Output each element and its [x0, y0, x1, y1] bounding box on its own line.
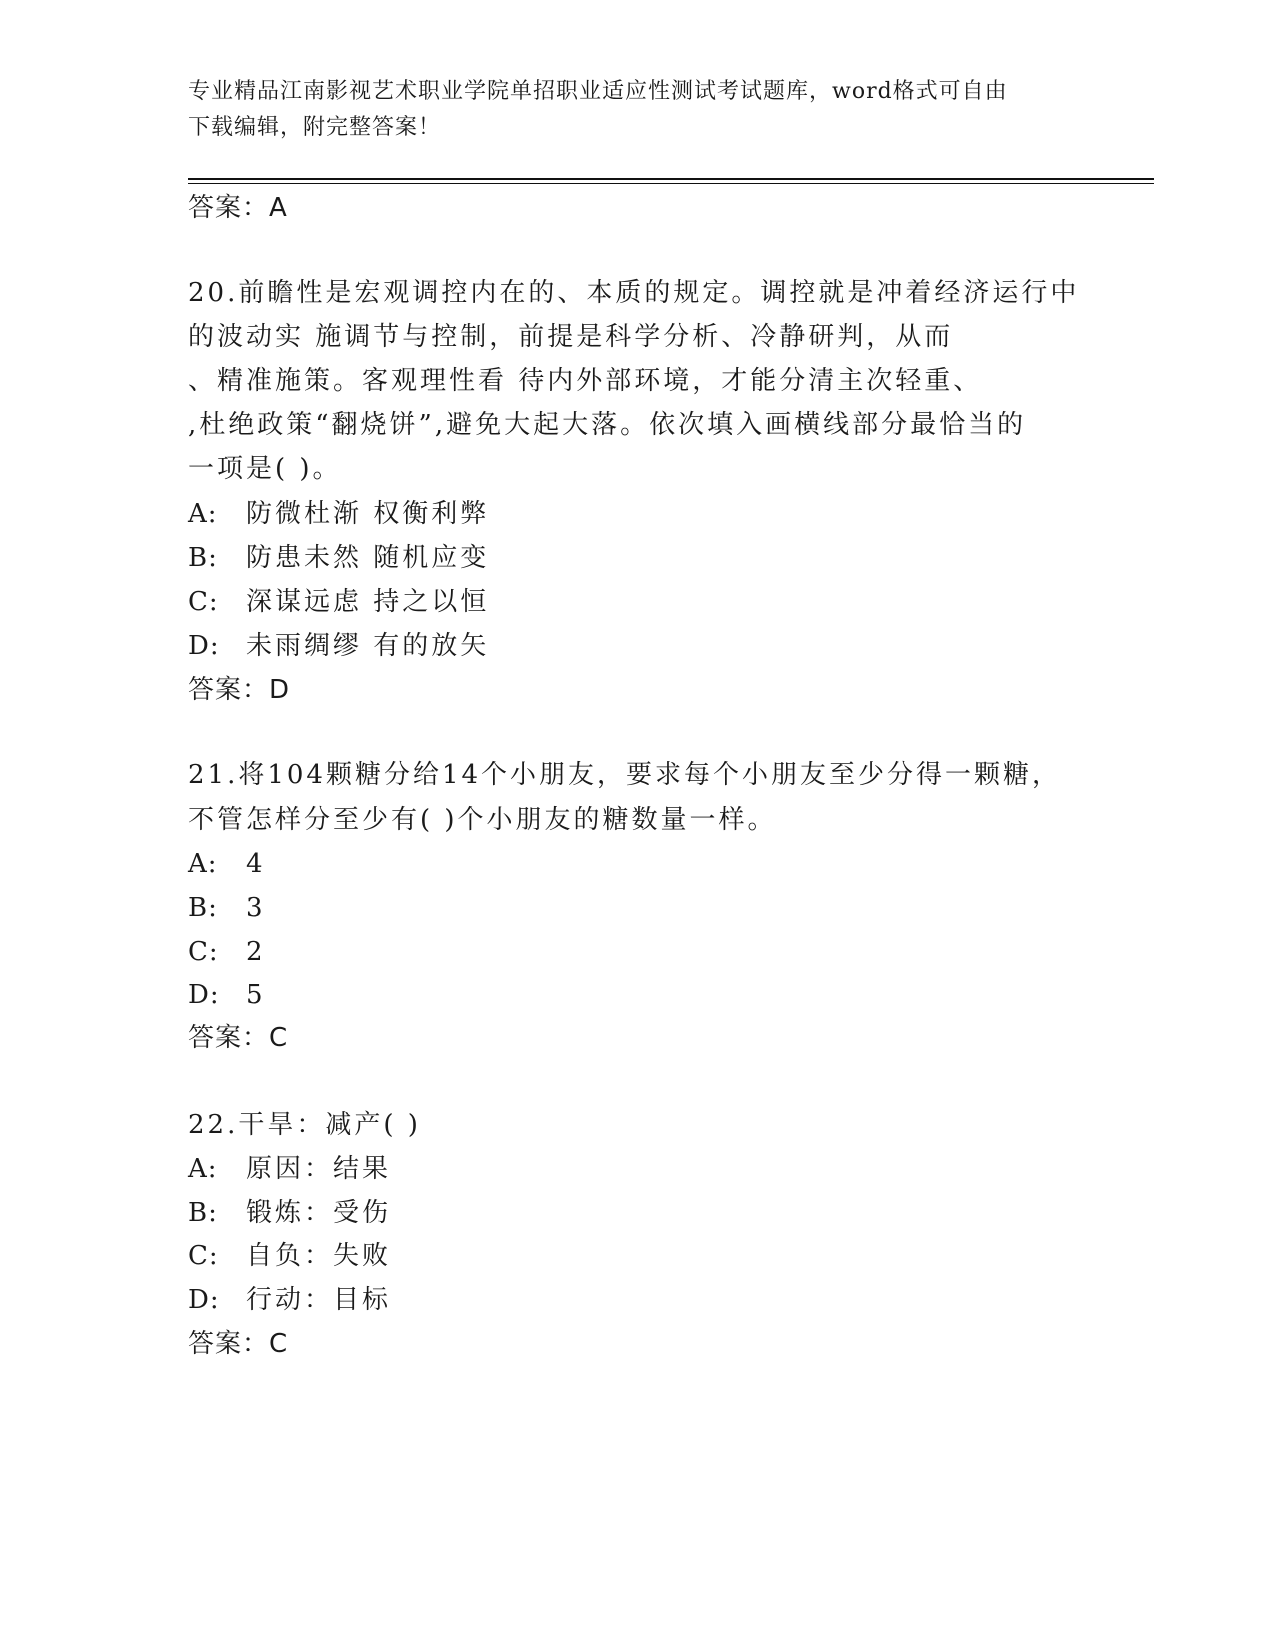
q20-option-b-letter: B:: [188, 543, 218, 573]
q20-option-d: [188, 629, 489, 663]
q21-option-d-text: 5: [246, 980, 266, 1010]
header-rule-thin: [188, 183, 1154, 184]
q21-stem-line-2: 不管怎样分至少有( )个小朋友的糖数量一样。: [188, 805, 777, 835]
header-line-1: 专业精品江南影视艺术职业学院单招职业适应性测试考试题库，word格式可自由: [188, 79, 1008, 104]
q21-stem-line-1: 21.将104颗糖分给14个小朋友，要求每个小朋友至少分得一颗糖，: [188, 760, 1062, 790]
answer-previous: 答案：A: [188, 193, 288, 223]
q21-option-c-text: 2: [246, 937, 266, 967]
q20-option-a-letter: A:: [188, 499, 218, 529]
header-rule-thick: [188, 178, 1154, 180]
q21-option-b-text: 3: [246, 893, 266, 923]
q21-option-a-text: 4: [246, 849, 266, 879]
q22-answer: 答案：C: [188, 1329, 289, 1359]
q22-option-d-letter: D:: [188, 1285, 220, 1315]
q20-stem-line-5: 一项是( )。: [188, 454, 342, 484]
q20-option-d-text: 未雨绸缪 有的放矢: [246, 631, 490, 661]
q20-stem-line-2: 的波动实 施调节与控制，前提是科学分析、冷静研判，从而: [188, 322, 954, 352]
q21-answer: 答案：C: [188, 1023, 289, 1053]
q20-option-c: [188, 585, 489, 619]
q22-stem-line-1: 22.干旱：减产( ): [188, 1110, 421, 1140]
q22-option-b: [188, 1196, 391, 1230]
q22-option-c-letter: C:: [188, 1241, 219, 1271]
q20-option-a: [188, 497, 489, 531]
q20-stem-line-1: 20.前瞻性是宏观调控内在的、本质的规定。调控就是冲着经济运行中: [188, 278, 1080, 308]
q22-option-b-letter: B:: [188, 1198, 218, 1228]
q21-option-b-letter: B:: [188, 893, 218, 923]
q21-option-c: [188, 935, 266, 969]
q21-option-a-letter: A:: [188, 849, 218, 879]
q20-option-c-text: 深谋远虑 持之以恒: [246, 587, 490, 617]
q20-option-d-letter: D:: [188, 631, 220, 661]
q22-option-c-text: 自负：失败: [246, 1241, 392, 1271]
q20-stem-line-3: 、精准施策。客观理性看 待内外部环境，才能分清主次轻重、: [188, 366, 983, 396]
q22-option-c: [188, 1239, 391, 1273]
q20-option-c-letter: C:: [188, 587, 219, 617]
q21-option-d: [188, 978, 266, 1012]
q22-option-a-text: 原因：结果: [246, 1154, 392, 1184]
q22-option-a: [188, 1152, 391, 1186]
q21-option-c-letter: C:: [188, 937, 219, 967]
page-header: [188, 74, 1068, 146]
q21-option-d-letter: D:: [188, 980, 220, 1010]
q22-option-d-text: 行动：目标: [246, 1285, 392, 1315]
q20-option-b: [188, 541, 489, 575]
q21-option-b: [188, 891, 266, 925]
q20-option-a-text: 防微杜渐 权衡利弊: [246, 499, 490, 529]
q20-answer: 答案：D: [188, 675, 291, 705]
q20-option-b-text: 防患未然 随机应变: [246, 543, 490, 573]
q22-option-d: [188, 1283, 391, 1317]
q22-option-b-text: 锻炼：受伤: [246, 1198, 392, 1228]
q20-stem-line-4: ,杜绝政策“翻烧饼”,避免大起大落。依次填入画横线部分最恰当的: [188, 410, 1027, 440]
header-line-2: 下载编辑，附完整答案！: [188, 115, 442, 140]
q22-option-a-letter: A:: [188, 1154, 218, 1184]
q21-option-a: [188, 847, 266, 881]
